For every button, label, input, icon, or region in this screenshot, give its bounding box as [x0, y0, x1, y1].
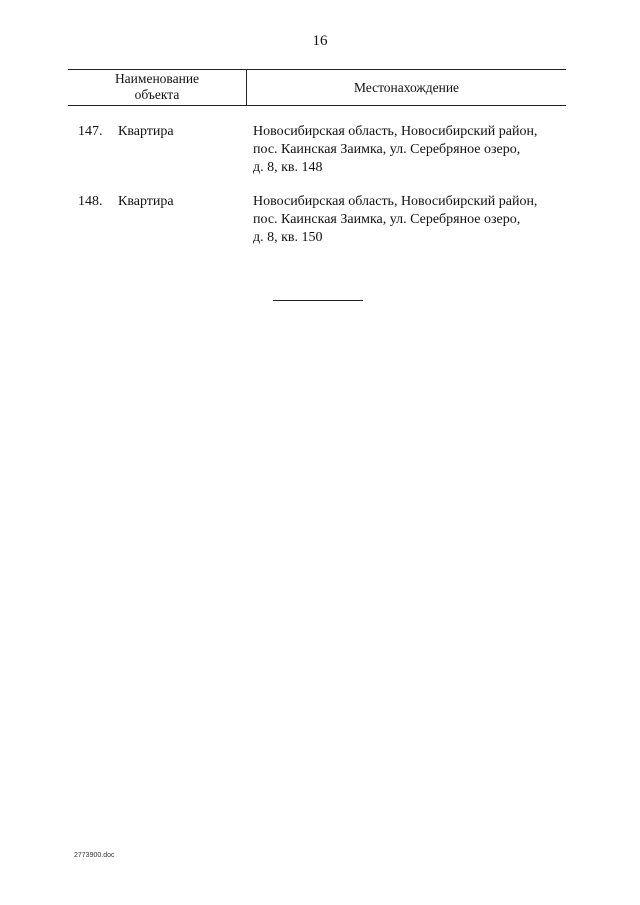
table-header [68, 69, 566, 106]
row-location-line: Новосибирская область, Новосибирский район, [253, 124, 538, 139]
row-location [253, 193, 573, 247]
row-location-line: д. 8, кв. 148 [253, 160, 323, 175]
row-location [253, 123, 573, 177]
row-object-name: Квартира [118, 124, 174, 139]
header-object-name-line2: объекта [134, 87, 180, 102]
row-number: 147. [78, 124, 103, 139]
row-location-line: пос. Каинская Заимка, ул. Серебряное озеро, [253, 212, 521, 227]
header-object-name [68, 71, 246, 103]
row-number: 148. [78, 194, 103, 209]
header-location: Местонахождение [353, 80, 460, 95]
row-object-name: Квартира [118, 194, 174, 209]
header-object-name-line1: Наименование [114, 71, 200, 86]
row-location-line: пос. Каинская Заимка, ул. Серебряное озеро, [253, 142, 521, 157]
page-number: 16 [312, 33, 328, 49]
row-location-line: д. 8, кв. 150 [253, 230, 323, 245]
end-separator-line [273, 300, 363, 301]
row-location-line: Новосибирская область, Новосибирский район, [253, 194, 538, 209]
footer-filename: 2773900.doc [74, 852, 115, 859]
